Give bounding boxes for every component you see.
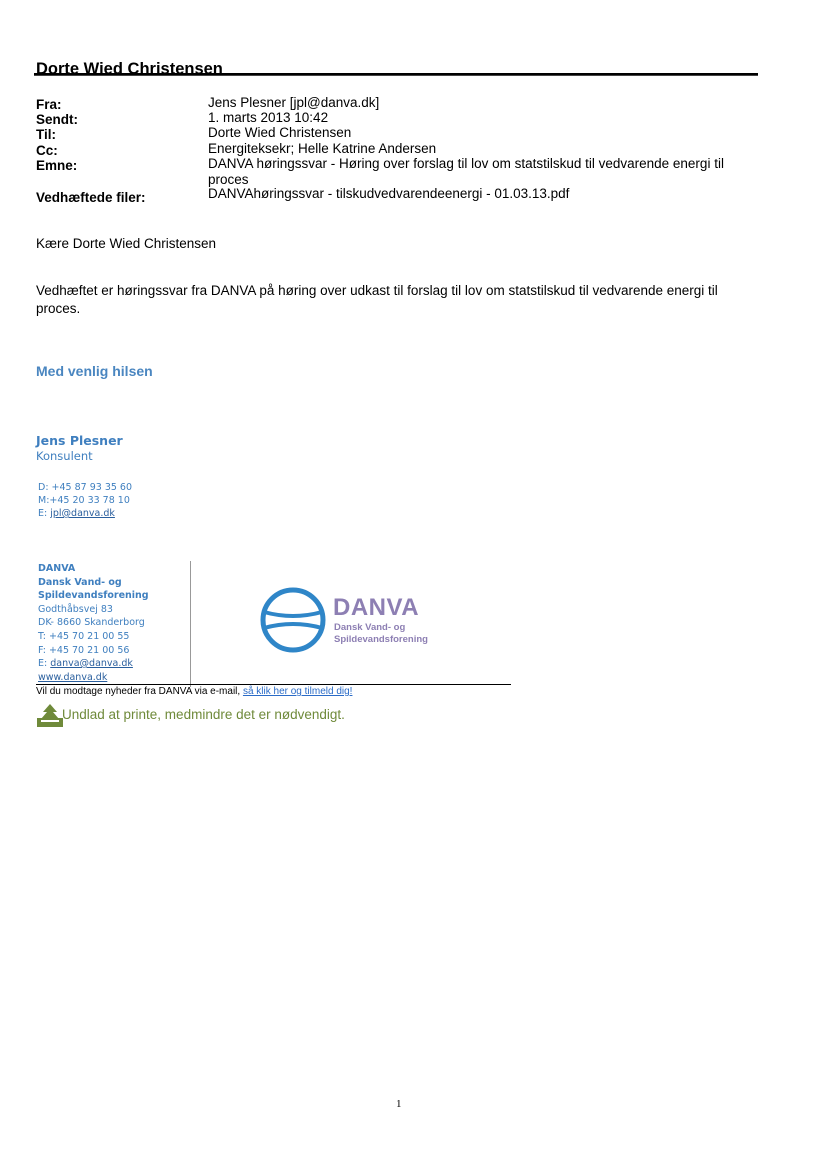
print-note: Undlad at printe, medmindre det er nødvendigt. xyxy=(62,707,345,722)
org-street: Godthåbsvej 83 xyxy=(38,604,113,615)
org-city: DK- 8660 Skanderborg xyxy=(38,617,145,628)
signature-divider xyxy=(190,561,191,687)
signature-email-link[interactable]: jpl@danva.dk xyxy=(50,508,115,519)
org-email-prefix: E: xyxy=(38,658,51,669)
org-name: DANVA xyxy=(38,563,76,574)
header-value-from: Jens Plesner [jpl@danva.dk] xyxy=(208,95,380,110)
org-phone: T: +45 70 21 00 55 xyxy=(38,631,130,642)
newsletter-signup-link[interactable]: så klik her og tilmeld dig! xyxy=(242,686,353,697)
header-label-attachments: Vedhæftede filer: xyxy=(36,190,146,205)
org-full-name-1: Dansk Vand- og xyxy=(38,577,122,588)
header-value-subject-cont: proces xyxy=(208,172,249,187)
signature-email-row xyxy=(38,507,115,520)
signature-direct-phone: D: +45 87 93 35 60 xyxy=(38,482,133,493)
closing: Med venlig hilsen xyxy=(36,363,153,379)
header-value-cc: Energiteksekr; Helle Katrine Andersen xyxy=(208,141,437,156)
org-full-name-2: Spildevandsforening xyxy=(38,590,149,601)
danva-logo-mark-icon xyxy=(258,585,328,655)
signature-mobile-phone: M:+45 20 33 78 10 xyxy=(38,495,130,506)
org-email-row xyxy=(38,657,133,670)
logo-subtitle-2: Spildevandsforening xyxy=(334,634,428,645)
tree-print-icon xyxy=(37,703,63,727)
logo-subtitle-1: Dansk Vand- og xyxy=(334,622,406,633)
newsletter-line xyxy=(36,686,352,697)
signature-email-prefix: E: xyxy=(38,508,51,519)
org-website-link[interactable]: www.danva.dk xyxy=(38,672,108,683)
header-rule xyxy=(34,73,758,76)
footer-rule xyxy=(36,684,511,685)
org-website-row xyxy=(38,671,107,684)
body-line-2: proces. xyxy=(36,301,81,316)
org-fax: F: +45 70 21 00 56 xyxy=(38,645,130,656)
header-label-to: Til: xyxy=(36,127,56,142)
logo-wordmark: DANVA xyxy=(333,594,420,621)
header-value-to: Dorte Wied Christensen xyxy=(208,125,352,140)
attachment-file[interactable]: DANVAhøringssvar - tilskudvedvarendeenergi - 01.03.13.pdf xyxy=(208,186,570,201)
email-owner-name: Dorte Wied Christensen xyxy=(36,60,223,78)
header-value-subject: DANVA høringssvar - Høring over forslag til lov om statstilskud til vedvarende energi til xyxy=(208,156,724,171)
newsletter-text: Vil du modtage nyheder fra DANVA via e-mail, xyxy=(36,686,243,697)
salutation: Kære Dorte Wied Christensen xyxy=(36,236,217,251)
signature-title: Konsulent xyxy=(36,449,93,463)
body-line-1: Vedhæftet er høringssvar fra DANVA på høring over udkast til forslag til lov om statstilskud til vedvarende energi til xyxy=(36,283,718,298)
header-label-cc: Cc: xyxy=(36,143,58,158)
header-label-from: Fra: xyxy=(36,97,62,112)
page-number: 1 xyxy=(396,1098,402,1110)
header-value-sent: 1. marts 2013 10:42 xyxy=(208,110,329,125)
header-label-subject: Emne: xyxy=(36,158,78,173)
org-email-link[interactable]: danva@danva.dk xyxy=(50,658,133,669)
header-label-sent: Sendt: xyxy=(36,112,78,127)
signature-name: Jens Plesner xyxy=(36,433,123,448)
